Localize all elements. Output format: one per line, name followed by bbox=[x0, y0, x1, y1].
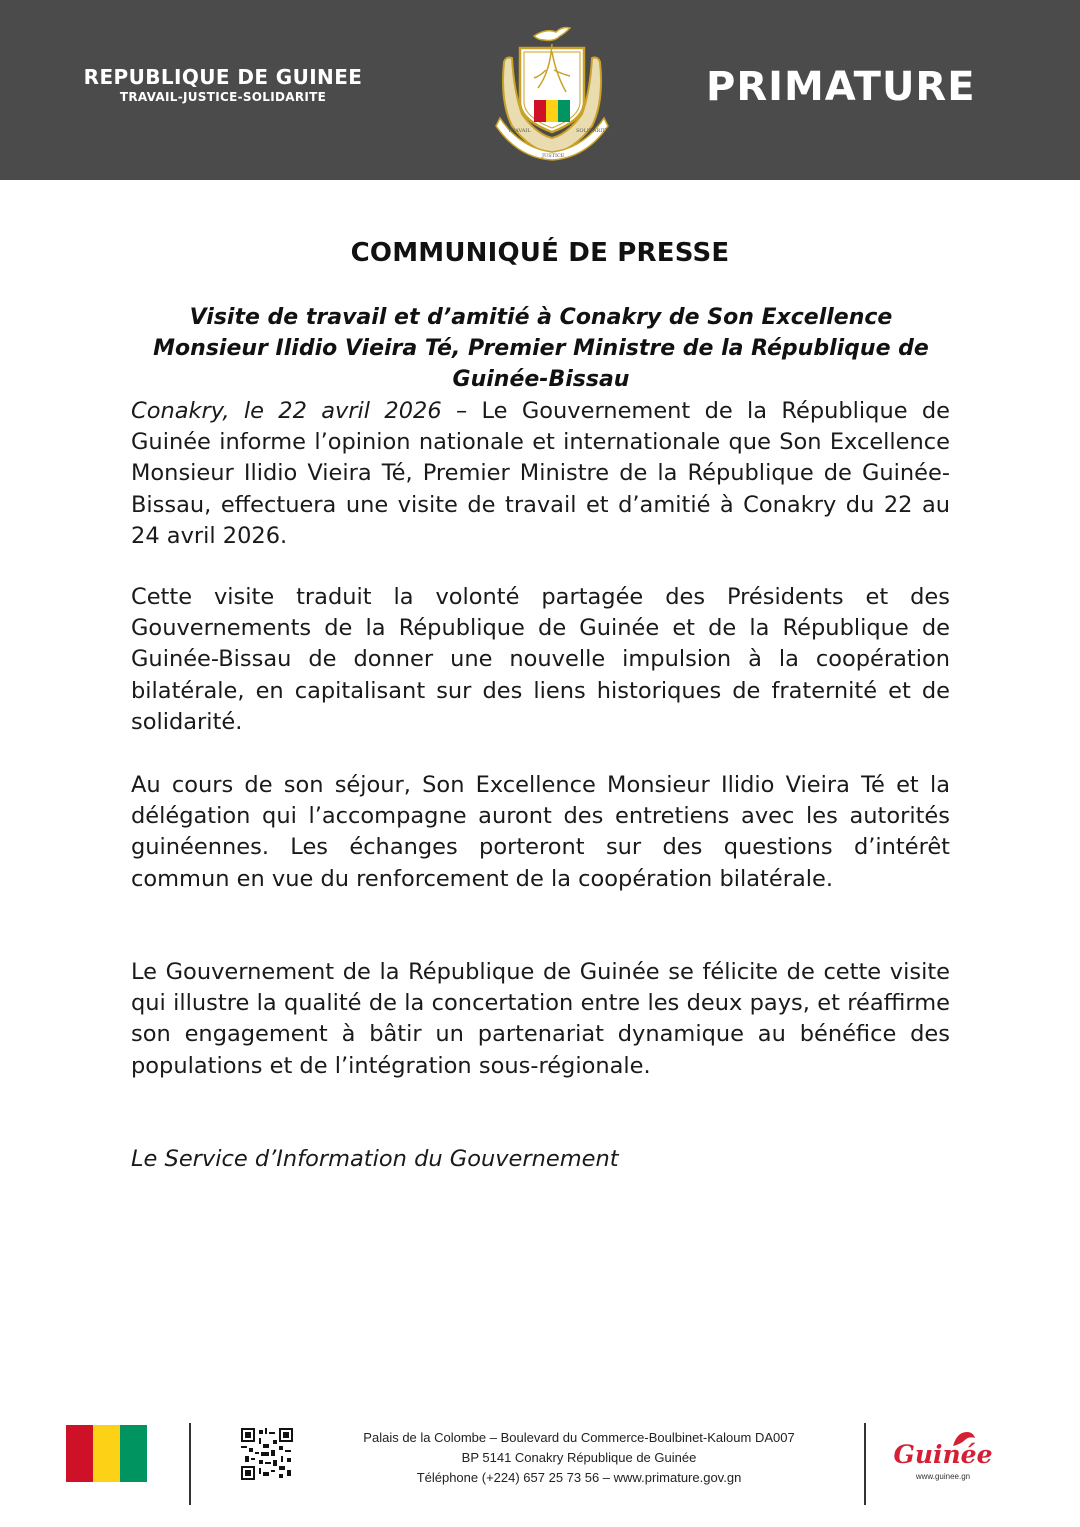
footer-address bbox=[315, 1428, 843, 1488]
national-motto: TRAVAIL-JUSTICE-SOLIDARITE bbox=[119, 90, 327, 104]
guinee-brand-logo bbox=[893, 1426, 993, 1486]
paragraph-3: Au cours de son séjour, Son Excellence Monsieur Ilidio Vieira Té et la délégation qui l’accompagne auront des entretiens avec les autorités guinéennes. Les échanges porteront sur des questions d’intérêt commun en vue du renforcement de la coopération bilatérale. bbox=[131, 772, 950, 892]
address-line-2: BP 5141 Conakry République de Guinée bbox=[461, 1450, 697, 1465]
address-line-3: Téléphone (+224) 657 25 73 56 – www.primature.gov.gn bbox=[416, 1470, 742, 1485]
address-line-1: Palais de la Colombe – Boulevard du Commerce-Boulbinet-Kaloum DA007 bbox=[363, 1430, 795, 1445]
brand-url: www.guinee.gn bbox=[915, 1472, 971, 1481]
document-subtitle: Visite de travail et d’amitié à Conakry de Son Excellence Monsieur Ilidio Vieira Té, Premier Ministre de la République de Guinée-Bissau bbox=[153, 305, 929, 392]
footer-divider-left bbox=[189, 1423, 191, 1505]
signature: Le Service d’Information du Gouvernement bbox=[131, 1146, 619, 1172]
coat-of-arms-icon bbox=[490, 22, 614, 162]
qr-code-icon[interactable] bbox=[241, 1428, 293, 1480]
brand-word: Guinée bbox=[893, 1440, 993, 1469]
header-band bbox=[0, 0, 1080, 180]
document-title: COMMUNIQUÉ DE PRESSE bbox=[350, 238, 730, 268]
paragraph-2: Cette visite traduit la volonté partagée des Présidents et des Gouvernements de la République de Guinée et de la République de Guinée-Bissau de donner une nouvelle impulsion à la coopération bilatérale, en capitalisant sur des liens historiques de fraternité et de solidarité. bbox=[131, 584, 950, 735]
dateline: Conakry, le 22 avril 2026 bbox=[131, 398, 442, 424]
footer-divider-right bbox=[864, 1423, 866, 1505]
paragraph-4: Le Gouvernement de la République de Guinée se félicite de cette visite qui illustre la qualité de la concertation entre les deux pays, et réaffirme son engagement à bâtir un partenariat dynamique au bénéfice des populations et de l’intégration sous-régionale. bbox=[131, 959, 950, 1079]
flag-stripe-green bbox=[120, 1425, 147, 1482]
emblem-motto-left: TRAVAIL bbox=[508, 128, 531, 134]
emblem-motto-center: JUSTICE bbox=[542, 153, 565, 159]
country-name: REPUBLIQUE DE GUINEE bbox=[83, 65, 363, 89]
emblem-motto-right: SOLIDARITE bbox=[576, 128, 610, 134]
office-name: PRIMATURE bbox=[706, 64, 976, 110]
guinea-flag-icon bbox=[66, 1425, 147, 1482]
paragraph-1 bbox=[131, 396, 950, 552]
flag-stripe-red bbox=[66, 1425, 93, 1482]
header-left-block bbox=[78, 66, 368, 105]
paragraph-1-text: – Le Gouvernement de la République de Guinée informe l’opinion nationale et internationale que Son Excellence Monsieur Ilidio Vieira Té, Premier Ministre de la République de Guinée-Bissau, effectuera une visite de travail et d’amitié à Conakry du 22 au 24 avril 2026. bbox=[131, 398, 950, 549]
flag-stripe-yellow bbox=[93, 1425, 120, 1482]
